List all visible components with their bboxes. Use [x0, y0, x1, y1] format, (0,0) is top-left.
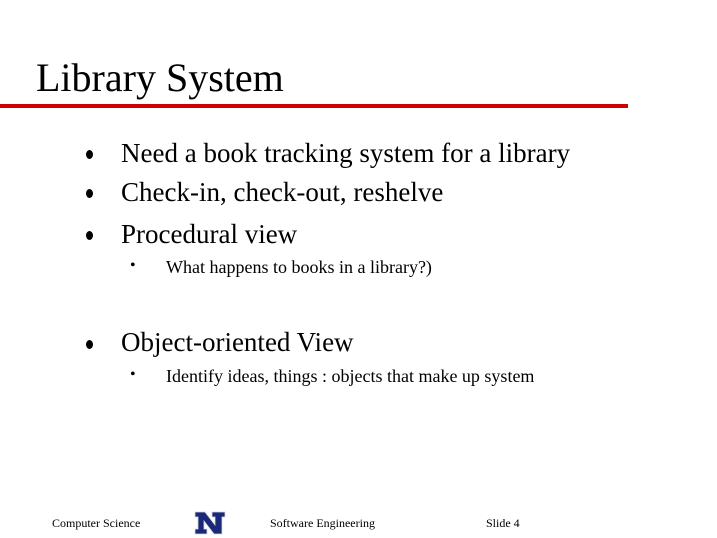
sub-bullet-text: What happens to books in a library?): [166, 257, 432, 277]
footer-left: Computer Science: [52, 516, 141, 530]
sub-bullet-text: Identify ideas, things : objects that make up system: [166, 366, 535, 386]
bullet-marker: [86, 231, 93, 240]
bullet-marker: [86, 189, 93, 198]
title-underline: [0, 104, 628, 108]
bullet-marker: [86, 340, 93, 349]
footer-center: Software Engineering: [270, 516, 375, 530]
n-logo-icon: [192, 509, 228, 537]
bullet-text: Check-in, check-out, reshelve: [121, 177, 444, 207]
footer-slide-number: Slide 4: [486, 516, 520, 530]
bullet-text: Procedural view: [121, 219, 298, 249]
sub-bullet-marker: •: [130, 366, 136, 383]
bullet-text: Need a book tracking system for a library: [121, 138, 571, 168]
sub-bullet-marker: •: [130, 257, 136, 274]
bullet-marker: [86, 150, 93, 159]
bullet-text: Object-oriented View: [121, 327, 354, 357]
slide-title: Library System: [36, 55, 284, 100]
